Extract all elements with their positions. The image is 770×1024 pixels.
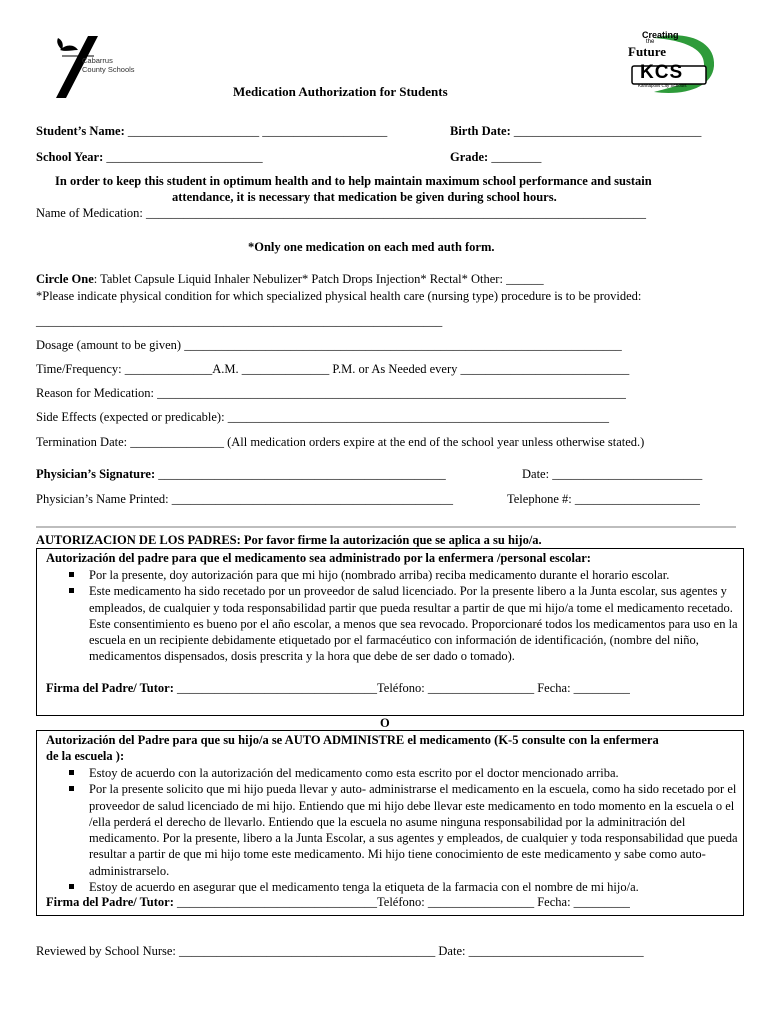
kcs-subtitle: Kannapolis City Schools [638, 83, 687, 88]
box1-bullets [69, 567, 739, 665]
nurse-authorization-box [36, 548, 744, 716]
reviewed-by-nurse-field[interactable]: Reviewed by School Nurse: _________________________________________ Date: ____________________________ [36, 944, 644, 958]
page-title: Medication Authorization for Students [233, 84, 448, 99]
kcs-the: the [646, 39, 655, 45]
grade-field[interactable]: ________ [491, 150, 542, 164]
termination-field[interactable]: Termination Date: _______________ (All medication orders expire at the end of the school year unless otherwise stated.) [36, 435, 645, 449]
box2-signature-label: Firma del Padre/ Tutor: [46, 895, 174, 909]
physician-date-field[interactable]: Date: ________________________ [522, 467, 703, 481]
bullet-icon [69, 884, 74, 889]
intro-line-2: attendance, it is necessary that medication be given during school hours. [172, 190, 557, 204]
list-item: Estoy de acuerdo en asegurar que el medicamento tenga la etiqueta de la farmacia con el nombre de mi hijo/a. [69, 879, 739, 895]
box1-signature-row [46, 681, 630, 696]
box1-title: Autorización del padre para que el medicamento sea administrado por la enfermera /personal escolar: [46, 551, 591, 565]
bullet-icon [69, 572, 74, 577]
box2-signature-row [46, 895, 630, 910]
telephone-field[interactable]: Telephone #: ____________________ [507, 492, 700, 506]
box2-signature-field[interactable]: ________________________________Teléfono: _________________ Fecha: _________ [177, 895, 630, 909]
one-med-note: *Only one medication on each med auth form. [248, 240, 495, 254]
bullet-icon [69, 786, 74, 791]
intro-line-1: In order to keep this student in optimum health and to help maintain maximum school performance and sustain [55, 174, 652, 188]
physician-signature-field[interactable]: ______________________________________________ [158, 467, 446, 481]
physician-signature-row [36, 467, 446, 482]
student-name-label: Student’s Name: [36, 124, 125, 138]
list-item: Estoy de acuerdo con la autorización del medicamento como esta escrito por el doctor mencionado arriba. [69, 765, 739, 781]
cabarrus-logo [54, 36, 144, 98]
box2-title-line2: de la escuela ): [46, 749, 125, 763]
grade-row [450, 150, 541, 165]
box2-bullets [69, 765, 739, 895]
spanish-heading: AUTORIZACION DE LOS PADRES: Por favor firme la autorización que se aplica a su hijo/a. [36, 533, 542, 547]
grade-label: Grade: [450, 150, 489, 164]
kcs-creating: Creating [642, 30, 679, 40]
side-effects-field[interactable]: Side Effects (expected or predicable): _____________________________________________________________ [36, 410, 609, 424]
or-separator: O [380, 716, 390, 730]
school-year-label: School Year: [36, 150, 104, 164]
physician-signature-label: Physician’s Signature: [36, 467, 156, 481]
bullet-icon [69, 770, 74, 775]
birth-date-row [450, 124, 701, 139]
frequency-field[interactable]: Time/Frequency: ______________A.M. ______________ P.M. or As Needed every ___________________________ [36, 362, 630, 376]
reason-field[interactable]: Reason for Medication: ___________________________________________________________________________ [36, 386, 626, 400]
bullet-icon [69, 588, 74, 593]
box1-signature-label: Firma del Padre/ Tutor: [46, 681, 174, 695]
dosage-field[interactable]: Dosage (amount to be given) ______________________________________________________________________ [36, 338, 622, 352]
physical-condition-field[interactable]: _________________________________________________________________ [36, 314, 443, 328]
birth-date-label: Birth Date: [450, 124, 511, 138]
box2-title-line1: Autorización del Padre para que su hijo/a se AUTO ADMINISTRE el medicamento (K-5 consulte con la enfermera [46, 733, 659, 747]
student-name-row [36, 124, 387, 139]
section-divider [36, 526, 736, 528]
list-item: Este medicamento ha sido recetado por un proveedor de salud licenciado. Por la presente libero a la Junta escolar, sus agentes y empleados, de cualquier y toda responsabilidad partir que pueda resultar a partir de que mi hijo/a tome el medicamento recetado. Este consentimiento es bueno por el año escolar, a menos que sea revocado. Proporcionaré todos los medicamentos para uso en la escuela en un recipiente debidamente etiquetado por el farmacéutico con información de identificación, (nombre del niño, medicamentos dispensados, dosis prescrita y la hora que debe de ser dado o tomado). [69, 583, 739, 664]
circle-one-label: Circle One [36, 272, 94, 286]
physician-name-field[interactable]: Physician’s Name Printed: _____________________________________________ [36, 492, 453, 506]
box1-signature-field[interactable]: ________________________________Teléfono: _________________ Fecha: _________ [177, 681, 630, 695]
kcs-initials: KCS [640, 62, 684, 83]
school-year-field[interactable]: _________________________ [106, 150, 263, 164]
medication-name-field[interactable]: Name of Medication: ________________________________________________________________________________ [36, 206, 647, 220]
kcs-logo [624, 30, 718, 96]
student-name-field[interactable]: _____________________ ____________________ [127, 124, 388, 138]
self-administer-box [36, 730, 744, 916]
school-year-row [36, 150, 263, 165]
circle-one-row [36, 272, 544, 287]
circle-one-options[interactable]: : Tablet Capsule Liquid Inhaler Nebulizer* Patch Drops Injection* Rectal* Other: ______ [93, 272, 544, 286]
list-item: Por la presente solicito que mi hijo pueda llevar y auto- administrarse el medicamento en la escuela, como ha sido recetado por el proveedor de salud licenciado de mi hijo. Entiendo que mi hijo debe llevar este medicamento en todo momento en la escuela o el /ella perderá el derecho de llevarlo. Entiendo que la escuela no asume ninguna responsabilidad por la adminitración del medicamento. Por la presente, libero a la Junta Escolar, a sus agentes y empleados, de cualquier y toda responsabilidad que pueda resultar a partir de que mi hijo tome este medicamento. Mi hijo tiene conocimiento de este medicamento y sabe como auto-administrarselo. [69, 781, 739, 879]
kcs-future: Future [628, 44, 667, 59]
birth-date-field[interactable]: ______________________________ [513, 124, 702, 138]
physical-condition-note: *Please indicate physical condition for which specialized physical health care (nursing type) procedure is to be provided: [36, 289, 642, 303]
list-item: Por la presente, doy autorización para que mi hijo (nombrado arriba) reciba medicamento durante el horario escolar. [69, 567, 739, 583]
cabarrus-logo-text: Cabarrus County Schools [82, 56, 135, 74]
